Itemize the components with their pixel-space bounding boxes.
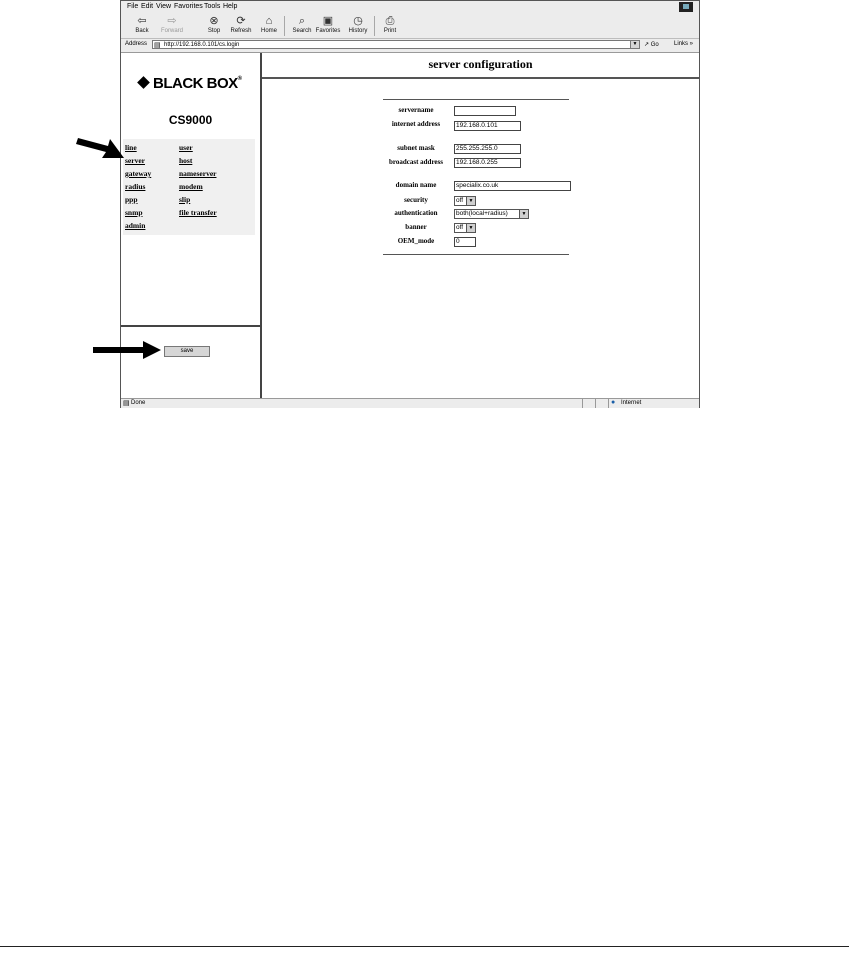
broadcast-address-input[interactable]: 192.168.0.255 [454, 158, 521, 168]
history-icon: ◷ [353, 15, 363, 27]
page-done-icon: ▤ [123, 400, 130, 407]
back-button[interactable] [127, 15, 157, 35]
diamond-icon [137, 76, 150, 89]
dropdown-arrow-icon: ▼ [519, 210, 528, 218]
links-button[interactable]: Links » [674, 41, 694, 47]
address-input[interactable] [152, 40, 640, 49]
stop-label: Stop [207, 28, 221, 34]
page-title: server configuration [428, 57, 533, 71]
status-text: Done [131, 400, 146, 406]
print-label: Print [383, 28, 397, 34]
menu-tools[interactable]: Tools [204, 3, 221, 10]
brand-logo: BLACK BOX® [139, 75, 242, 92]
address-bar [121, 39, 699, 53]
favorites-icon: ▣ [322, 15, 334, 27]
status-divider [582, 399, 583, 408]
menu-favorites[interactable]: Favorites [174, 3, 203, 10]
toolbar [121, 13, 699, 39]
history-button[interactable] [343, 15, 373, 35]
page-icon: ▤ [154, 42, 161, 49]
nav-link-gateway[interactable]: gateway [125, 169, 152, 178]
status-divider [608, 399, 609, 408]
address-label: Address [125, 41, 148, 47]
nav-link-ppp[interactable]: ppp [125, 195, 138, 204]
menu-file[interactable]: File [127, 3, 139, 10]
internet-address-label: internet address [391, 120, 441, 128]
nav-link-server[interactable]: server [125, 156, 145, 165]
internet-address-input[interactable]: 192.168.0.101 [454, 121, 521, 131]
menu-view[interactable]: View [156, 3, 172, 10]
home-label: Home [260, 28, 277, 34]
callout-arrow-icon [93, 340, 163, 360]
security-select[interactable] [454, 196, 476, 206]
print-button[interactable] [375, 15, 405, 35]
search-icon: ⌕ [298, 15, 306, 27]
home-button[interactable] [254, 15, 284, 35]
back-label: Back [135, 28, 149, 34]
authentication-value: both(local+radius) [456, 210, 508, 217]
go-arrow-icon: ↗ [644, 42, 650, 48]
banner-value: off [456, 224, 464, 231]
refresh-button[interactable] [226, 15, 256, 35]
history-label: History [348, 28, 368, 34]
go-button[interactable] [644, 41, 659, 48]
address-dropdown-icon[interactable]: ▼ [630, 41, 639, 48]
security-label: security [404, 196, 428, 204]
search-label: Search [292, 28, 312, 34]
oem-mode-label: OEM_mode [397, 237, 435, 245]
refresh-label: Refresh [230, 28, 252, 34]
nav-menu [123, 139, 255, 235]
right-frame [262, 53, 699, 398]
servername-input[interactable] [454, 106, 516, 116]
nav-link-admin[interactable]: admin [125, 221, 146, 230]
domain-name-input[interactable]: specialix.co.uk [454, 181, 571, 191]
domain-name-label: domain name [395, 181, 437, 189]
page-footer-rule [0, 946, 849, 947]
security-value: off [456, 197, 464, 204]
nav-link-snmp[interactable]: snmp [125, 208, 143, 217]
nav-link-nameserver[interactable]: nameserver [179, 169, 217, 178]
menu-help[interactable]: Help [223, 3, 238, 10]
home-icon: ⌂ [265, 15, 273, 27]
banner-select[interactable] [454, 223, 476, 233]
dropdown-arrow-icon: ▼ [466, 197, 475, 205]
frame-divider [121, 325, 260, 327]
security-zone: Internet [621, 400, 642, 406]
forward-arrow-icon: ⇨ [167, 15, 177, 27]
save-button[interactable]: save [164, 346, 210, 357]
toolbar-separator [284, 16, 285, 36]
status-bar [121, 398, 699, 408]
broadcast-address-label: broadcast address [388, 158, 443, 166]
nav-link-line[interactable]: line [125, 143, 137, 152]
form-bottom-rule [383, 254, 569, 255]
nav-link-host[interactable]: host [179, 156, 193, 165]
nav-link-slip[interactable]: slip [179, 195, 191, 204]
menu-edit[interactable]: Edit [141, 3, 154, 10]
refresh-icon: ⟳ [236, 15, 246, 27]
globe-icon: ● [611, 399, 616, 406]
status-divider [595, 399, 596, 408]
nav-link-user[interactable]: user [179, 143, 193, 152]
go-label: Go [650, 42, 659, 48]
windows-logo-icon [679, 2, 693, 12]
favorites-button[interactable] [313, 15, 343, 35]
forward-button[interactable] [157, 15, 187, 35]
printer-icon: ⎙ [385, 15, 395, 27]
favorites-label: Favorites [315, 28, 341, 34]
servername-label: servername [398, 106, 434, 114]
subnet-mask-input[interactable]: 255.255.255.0 [454, 144, 521, 154]
authentication-select[interactable] [454, 209, 529, 219]
subnet-mask-label: subnet mask [397, 144, 435, 152]
product-name: CS9000 [168, 113, 213, 127]
authentication-label: authentication [394, 209, 438, 217]
form-top-rule [383, 99, 569, 100]
banner-label: banner [405, 223, 427, 231]
browser-window [120, 0, 700, 408]
address-url: http://192.168.0.101/cs.login [164, 42, 240, 48]
nav-link-modem[interactable]: modem [179, 182, 203, 191]
stop-button[interactable] [199, 15, 229, 35]
dropdown-arrow-icon: ▼ [466, 224, 475, 232]
brand-name: BLACK BOX [153, 75, 238, 92]
back-arrow-icon: ⇦ [137, 15, 147, 27]
oem-mode-input[interactable]: 0 [454, 237, 476, 247]
callout-arrow-icon [76, 134, 126, 162]
stop-icon: ⊗ [209, 15, 219, 27]
nav-link-file-transfer[interactable]: file transfer [179, 208, 217, 217]
nav-link-radius[interactable]: radius [125, 182, 146, 191]
forward-label: Forward [160, 28, 183, 34]
title-bar [262, 53, 699, 79]
